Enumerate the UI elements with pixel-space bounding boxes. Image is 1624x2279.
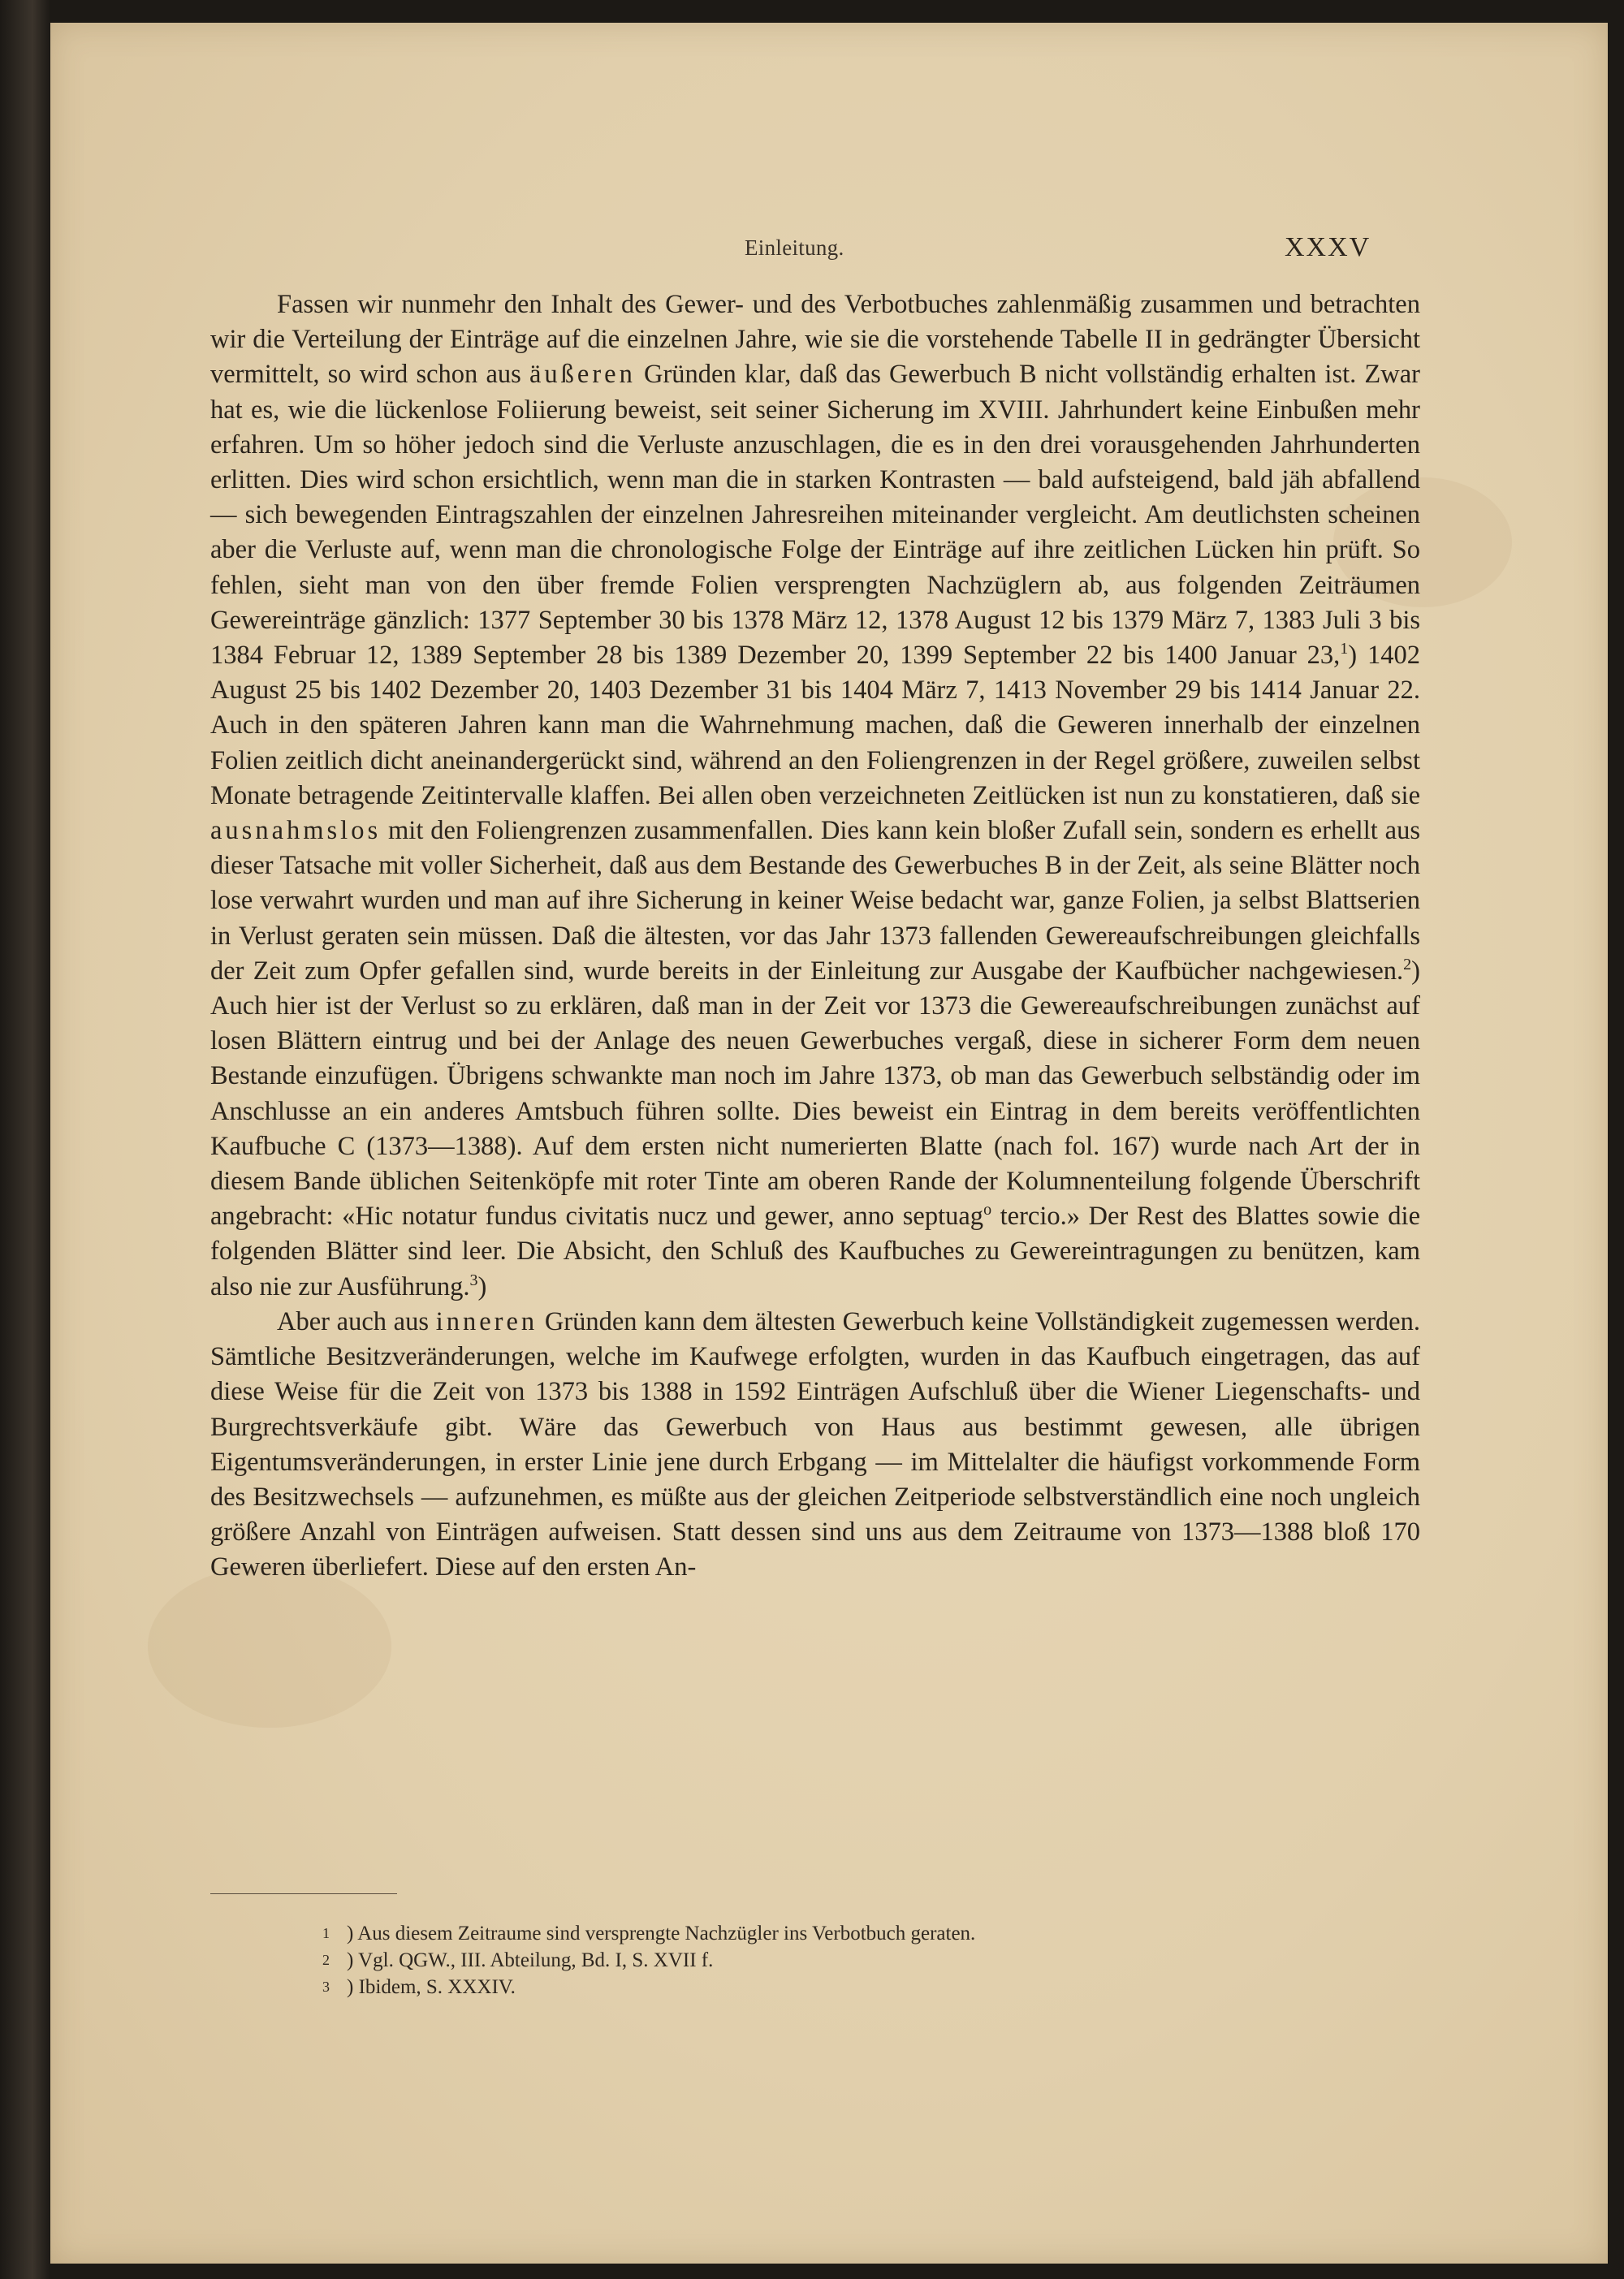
spaced-word: inneren bbox=[435, 1306, 538, 1336]
footnotes bbox=[322, 1920, 1378, 2001]
footnote-3 bbox=[322, 1974, 1378, 2001]
footnote-mark: 1 bbox=[1340, 640, 1349, 658]
footnote-number: 3 bbox=[322, 1979, 330, 1995]
book-page bbox=[50, 23, 1608, 2264]
footnote-number: 1 bbox=[322, 1925, 330, 1941]
text-run: tercio.» Der Rest des Blattes sowie die folgenden Blätter sind leer. Die Absicht, den Schluß des Kaufbuches zu Gewereintragungen zu benützen, kam also nie zur Ausführung. bbox=[210, 1202, 1421, 1301]
superscript-o: o bbox=[983, 1201, 992, 1219]
footnote-number: 2 bbox=[322, 1952, 330, 1968]
paragraph-1 bbox=[210, 287, 1420, 1305]
paper-stain bbox=[148, 1565, 391, 1728]
text-run: ) bbox=[477, 1271, 487, 1301]
text-run: Aber auch aus bbox=[277, 1306, 436, 1336]
text-run: Gründen klar, daß das Gewerbuch B nicht vollständig erhalten ist. Zwar hat es, wie die lückenlose Foliierung beweist, seit seiner Sicherung im XVIII. Jahrhundert keine Einbußen mehr erfahren. Um so höher jedoch sind die Verluste anzuschlagen, die es in den drei vorausgehenden Jahrhunderten erlitten. Dies wird schon ersichtlich, wenn man die in starken Kontrasten — bald aufsteigend, bald jäh abfallend — sich bewegenden Eintragszahlen der einzelnen Jahresreihen miteinander vergleicht. Am deutlichsten scheinen aber die Verluste auf, wenn man die chronologische Folge der Einträge auf ihre zeitlichen Lücken hin prüft. So fehlen, sieht man von den über fremde Folien versprengten Nachzüglern ab, aus folgenden Zeiträumen Gewereinträge gänzlich: 1377 September 30 bis 1378 März 12, 1378 August 12 bis 1379 März 7, 1383 Juli 3 bis 1384 Februar 12, 1389 September 28 bis 1389 Dezember 20, 1399 September 22 bis 1400 Januar 23, bbox=[210, 360, 1420, 671]
footnote-2 bbox=[322, 1947, 1378, 1974]
footnote-mark: 3 bbox=[469, 1271, 478, 1289]
running-head bbox=[50, 232, 1608, 268]
text-run: Gründen kann dem ältesten Gewerbuch keine Vollständigkeit zugemessen werden. Sämtliche Besitzveränderungen, welche im Kaufwege erfolgten, wurden in das Kaufbuch eingetragen, das auf diese Weise für die Zeit von 1373 bis 1388 in 1592 Einträgen Aufschluß über die Wiener Liegenschafts- und Burgrechtsverkäufe gibt. Wäre das Gewerbuch von Haus aus bestimmt gewesen, alle übrigen Eigentumsveränderungen, in erster Linie jene durch Erbgang — im Mittelalter die häufigst vorkommende Form des Besitzwechsels — aufzunehmen, es müßte aus der gleichen Zeitperiode selbstverständlich eine noch ungleich größere Anzahl von Einträgen aufweisen. Statt dessen sind uns aus dem Zeitraume von 1373—1388 bloß 170 Geweren überliefert. Diese auf den ersten An- bbox=[210, 1306, 1420, 1582]
footnote-rule bbox=[210, 1893, 397, 1894]
spaced-word: ausnahmslos bbox=[210, 816, 382, 846]
text-run: ) Auch hier ist der Verlust so zu erklären, daß man in der Zeit vor 1373 die Gewereaufschreibungen zunächst auf losen Blättern eintrug und bei der Anlage des neuen Gewerbuches vergaß, diese in sicherer Form dem neuen Bestande einzufügen. Übrigens schwankte man noch im Jahre 1373, ob man das Gewerbuch selbständig oder im Anschlusse an ein anderes Amtsbuch führen sollte. Dies beweist ein Eintrag in dem bereits veröffentlichten Kaufbuche C (1373—1388). Auf dem ersten nicht numerierten Blatte (nach fol. 167) wurde nach Art der in diesem Bande üblichen Seitenköpfe mit roter Tinte am oberen Rande der Kolumnenteilung folgende Überschrift angebracht: «Hic notatur fundus civitatis nucz und gewer, anno septuag bbox=[210, 956, 1420, 1232]
text-run: Fassen wir nunmehr den Inhalt des Gewer- und des Verbotbuches zahlenmäßig zusammen und betrachten wir die Verteilung der Einträge auf die einzelnen Jahre, wie sie die vorstehende Tabelle II in gedrängter Übersicht vermittelt, so wird schon aus bbox=[210, 290, 1420, 390]
body-text bbox=[210, 287, 1420, 1586]
spaced-word: äußeren bbox=[529, 360, 636, 390]
footnote-1 bbox=[322, 1920, 1378, 1947]
paragraph-2 bbox=[210, 1305, 1420, 1586]
footnote-mark: 2 bbox=[1403, 955, 1412, 973]
footnote-text: ) Ibidem, S. XXXIV. bbox=[347, 1976, 516, 1998]
text-run: ) 1402 August 25 bis 1402 Dezember 20, 1403 Dezember 31 bis 1404 März 7, 1413 November 29 bis 1414 Januar 22. Auch in den späteren Jahren kann man die Wahrnehmung machen, daß die Geweren innerhalb der einzelnen Folien zeitlich dicht aneinandergerückt sind, während an den Foliengrenzen in der Regel größere, zuweilen selbst Monate betragende Zeitintervalle klaffen. Bei allen oben verzeichneten Zeitlücken ist nun zu konstatieren, daß sie bbox=[210, 641, 1421, 810]
footnote-text: ) Aus diesem Zeitraume sind versprengte Nachzügler ins Verbotbuch geraten. bbox=[347, 1923, 976, 1944]
running-head-title: Einleitung. bbox=[745, 235, 844, 260]
page-number: XXXV bbox=[1285, 232, 1371, 262]
footnote-text: ) Vgl. QGW., III. Abteilung, Bd. I, S. XVII f. bbox=[347, 1949, 714, 1971]
text-run: mit den Foliengrenzen zusammenfallen. Dies kann kein bloßer Zufall sein, sondern es erhellt aus dieser Tatsache mit voller Sicherheit, daß aus dem Bestande des Gewerbuches B in der Zeit, als seine Blätter noch lose verwahrt wurden und man auf ihre Sicherung in keiner Weise bedacht war, ganze Folien, ja selbst Blattserien in Verlust geraten sein müssen. Daß die ältesten, vor das Jahr 1373 fallenden Gewereaufschreibungen gleichfalls der Zeit zum Opfer gefallen sind, wurde bereits in der Einleitung zur Ausgabe der Kaufbücher nachgewiesen. bbox=[210, 816, 1420, 986]
